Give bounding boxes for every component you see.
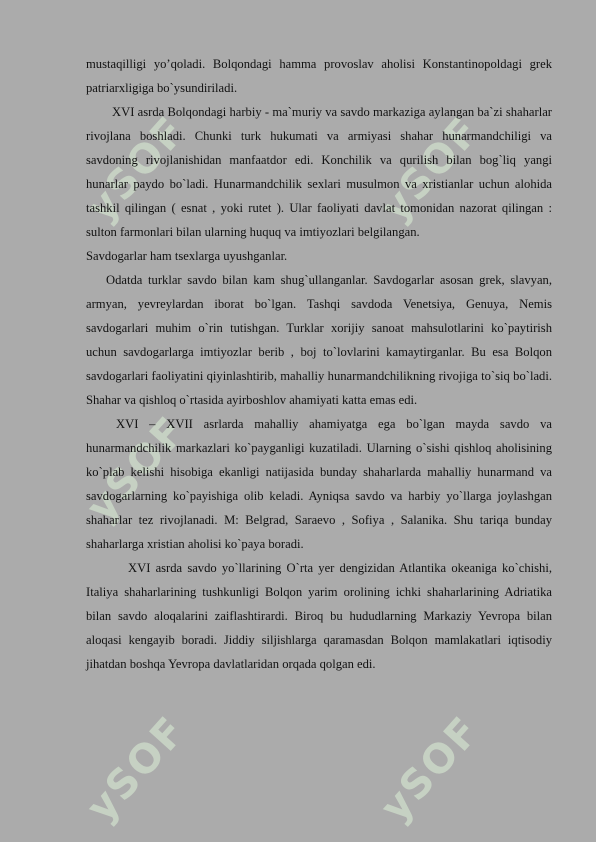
paragraph: Savdogarlar ham tsexlarga uyushganlar. <box>86 249 288 263</box>
watermark-bottom-right: ySOF <box>372 707 490 831</box>
watermark-middle-left: ySOF <box>78 407 196 531</box>
paragraph: XVI – XVII asrlarda mahalliy ahamiyatga ega bo`lgan mayda savdo va hunarmandchilik markazlari ko`payganligi kuzatiladi. Ularning o`sishi qishloq aholisining ko`plab kelishi hisobiga ekanligi natijasida bunday shaharlarda mahalliy hunarmand va savdogarlarning ko`payishiga olib keladi. Ayniqsa savdo va harbiy yo`llarga joylashgan shaharlar tez rivojlanadi. M: Belgrad, Saraevo , Sofiya , Salanika. Shu tariqa bunday shaharlarga xristian aholisi ko`paya boradi. <box>86 417 552 551</box>
paragraph: Odatda turklar savdo bilan kam shug`ullanganlar. Savdogarlar asosan grek, slavyan, armyan, yevreylardan iborat bo`lgan. Tashqi savdoda Venetsiya, Genuya, Nemis savdogarlari muhim o`rin tutishgan. Turklar xorijiy sanoat mahsulotlarini ko`paytirish uchun savdogarlarga imtiyozlar berib , boj to`lovlarini kamaytirganlar. Bu esa Bolqon savdogarlari faoliyatini qiyinlashtirib, mahalliy hunarmandchilikning rivojiga to`siq bo`ladi. Shahar va qishloq o`rtasida ayirboshlov ahamiyati katta emas edi. <box>86 273 552 407</box>
document-body <box>86 52 552 676</box>
watermark-top-left: ySOF <box>78 107 196 231</box>
paragraph: XVI asrda Bolqondagi harbiy - ma`muriy va savdo markaziga aylangan ba`zi shaharlar rivojlana boshladi. Chunki turk hukumati va armiyasi shahar hunarmandchiligi va savdoning rivojlanishidan manfaatdor edi. Konchilik va qurilish bilan bog`liq yangi hunarlar paydo bo`ladi. Hunarmandchilik sexlari musulmon va xristianlar uchun alohida tashkil qilingan ( esnat , yoki rutet ). Ular faoliyati davlat tomonidan nazorat qilingan : sulton farmonlari bilan ularning huquq va imtiyozlari belgilangan. <box>86 105 552 239</box>
watermark-bottom-left: ySOF <box>78 707 196 831</box>
paragraph: mustaqilligi yo’qoladi. Bolqondagi hamma provoslav aholisi Konstantinopoldagi grek patriarxligiga bo`ysundiriladi. <box>86 57 552 95</box>
watermark-top-right: ySOF <box>372 107 490 231</box>
paragraph: XVI asrda savdo yo`llarining O`rta yer dengizidan Atlantika okeaniga ko`chishi, Italiya shaharlarining tushkunligi Bolqon yarim orolining ichki shaharlarining Adriatika bilan savdo aloqalarini zaiflashtirardi. Biroq bu hududlarning Markaziy Yevropa bilan aloqasi kengayib boradi. Jiddiy siljishlarga qaramasdan Bolqon mamlakatlari iqtisodiy jihatdan boshqa Yevropa davlatlaridan orqada qolgan edi. <box>86 561 552 671</box>
